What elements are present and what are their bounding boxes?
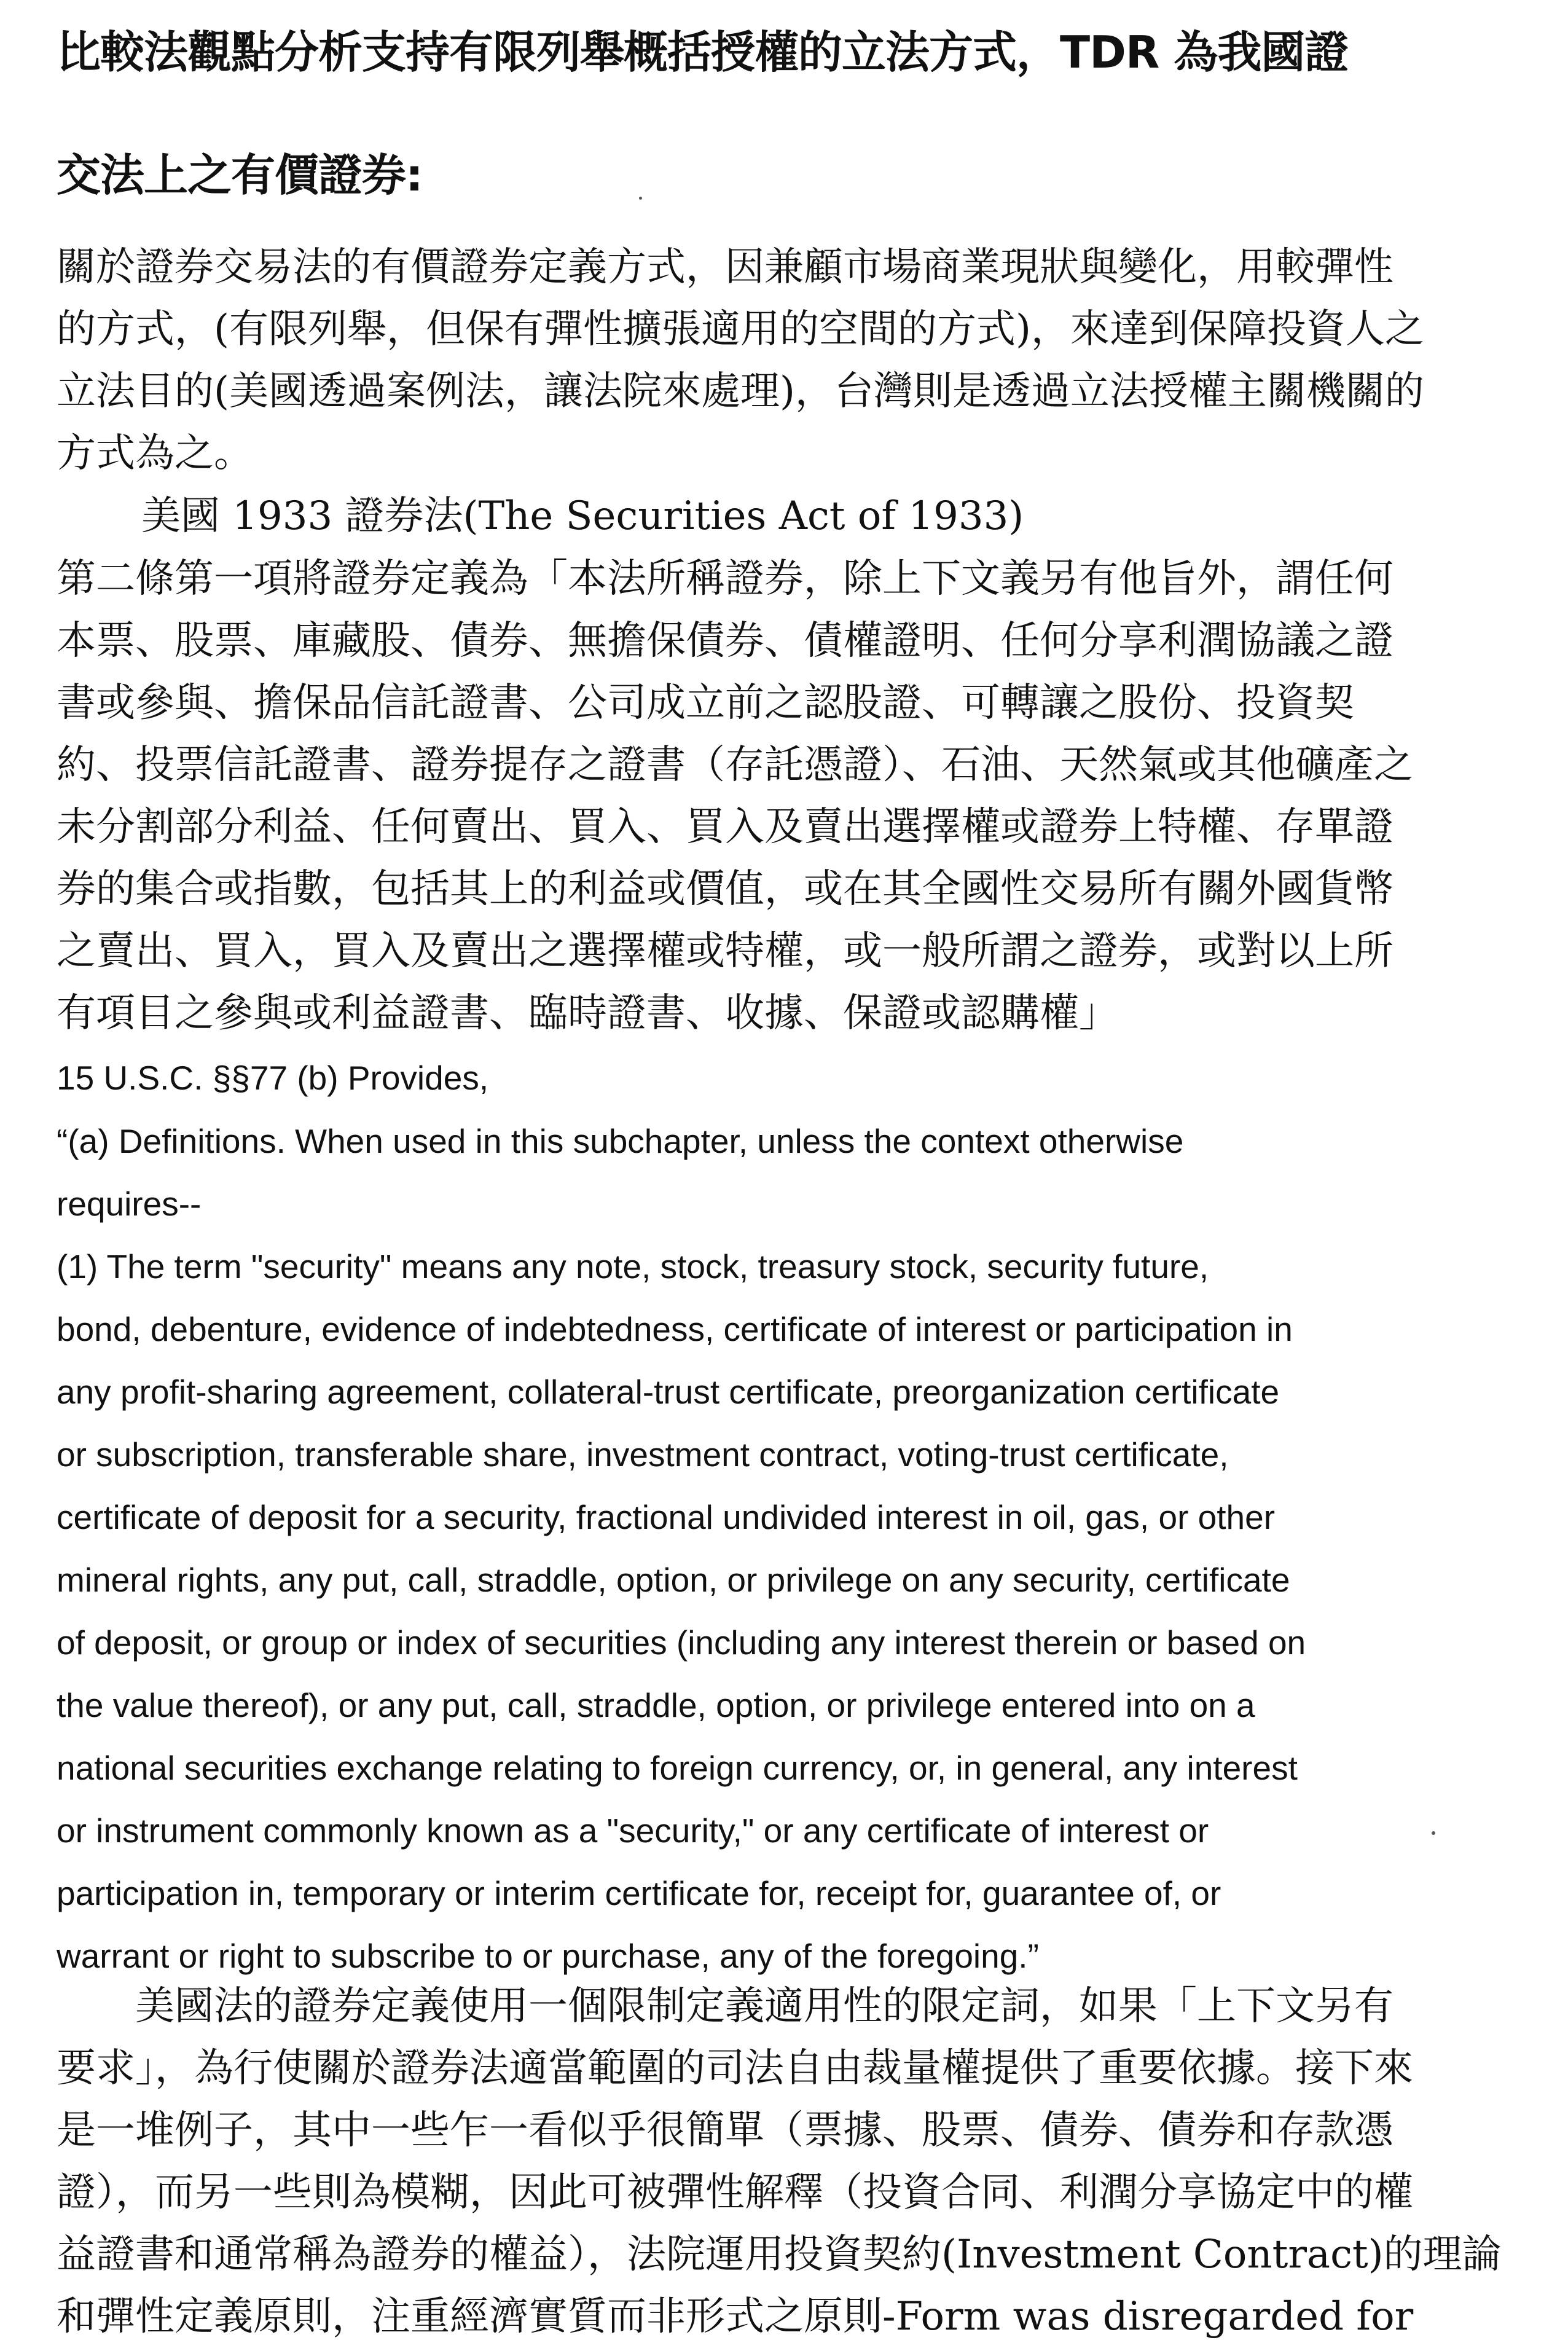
paragraph-line: 書或參與、擔保品信託證書、公司成立前之認股證、可轉讓之股份、投資契 [57,680,1354,726]
scan-speck [1432,1831,1435,1835]
paragraph-line: 第二條第一項將證券定義為「本法所稱證券，除上下文義另有他旨外，謂任何 [57,556,1394,602]
definition-line: bond, debenture, evidence of indebtedness, certificate of interest or participation in [57,1310,1293,1348]
paragraph-line: 是一堆例子，其中一些乍一看似乎很簡單（票據、股票、債券、債券和存款憑 [57,2108,1394,2153]
definition-line: requires-- [57,1185,202,1223]
definition-line: the value thereof), or any put, call, straddle, option, or privilege entered into on a [57,1686,1255,1724]
paragraph-3 [57,1976,1519,2348]
paragraph-line: 美國 1933 證券法(The Securities Act of 1933) [141,493,1024,539]
paragraph-line: 的方式，(有限列舉，但保有彈性擴張適用的空間的方式)，來達到保障投資人之 [57,307,1424,352]
definition-line: certificate of deposit for a security, fractional undivided interest in oil, gas, or other [57,1498,1276,1536]
paragraph-line: 未分割部分利益、任何賣出、買入、買入及賣出選擇權或證券上特權、存單證 [57,804,1394,850]
security-term-definition [57,1235,1519,1987]
definition-line: (1) The term "security" means any note, stock, treasury stock, security future, [57,1247,1209,1286]
paragraph-line: 方式為之。 [57,431,253,476]
paragraph-1 [57,237,1519,485]
definitions-intro [57,1110,1519,1235]
paragraph-line: 本票、股票、庫藏股、債券、無擔保債券、債權證明、任何分享利潤協議之證 [57,618,1394,664]
heading-line-1: 比較法觀點分析支持有限列舉概括授權的立法方式，TDR 為我國證 [57,26,1349,78]
paragraph-line: 券的集合或指數，包括其上的利益或價值，或在其全國性交易所有關外國貨幣 [57,866,1394,912]
paragraph-line: 要求」，為行使關於證券法適當範圍的司法自由裁量權提供了重要依據。接下來 [57,2046,1413,2091]
definition-line: of deposit, or group or index of securities (including any interest therein or based on [57,1624,1306,1662]
paragraph-line: 益證書和通常稱為證券的權益），法院運用投資契約(Investment Contract)的理論 [57,2232,1502,2277]
heading-line-2: 交法上之有價證券: [57,149,423,201]
paragraph-line: 之賣出、買入，買入及賣出之選擇權或特權，或一般所謂之證券，或對以上所 [57,929,1394,974]
paragraph-line: 立法目的(美國透過案例法，讓法院來處理)，台灣則是透過立法授權主關機關的 [57,369,1424,414]
definition-line: or subscription, transferable share, investment contract, voting-trust certificate, [57,1435,1229,1474]
definition-line: warrant or right to subscribe to or purchase, any of the foregoing.” [57,1937,1039,1975]
scan-speck [639,197,642,200]
paragraph-line: 證），而另一些則為模糊，因此可被彈性解釋（投資合同、利潤分享協定中的權 [57,2170,1413,2215]
paragraph-line: 有項目之參與或利益證書、臨時證書、收據、保證或認購權」 [57,991,1118,1036]
paragraph-line: 和彈性定義原則，注重經濟實質而非形式之原則-Form was disregarded for [57,2294,1414,2339]
paragraph-2 [57,548,1519,1045]
definition-line: or instrument commonly known as a "security," or any certificate of interest or [57,1812,1209,1850]
definition-line: any profit-sharing agreement, collateral-trust certificate, preorganization certificate [57,1373,1280,1411]
definition-line: “(a) Definitions. When used in this subchapter, unless the context otherwise [57,1122,1184,1160]
usc-citation [57,1046,1519,1109]
paragraph-line: 關於證券交易法的有價證券定義方式，因兼顧市場商業現狀與變化，用較彈性 [57,245,1394,290]
paragraph-line: 約、投票信託證書、證券提存之證書（存託憑證）、石油、天然氣或其他礦產之 [57,742,1413,788]
paragraph-line: 美國法的證券定義使用一個限制定義適用性的限定詞，如果「上下文另有 [57,1984,1394,2029]
citation-line: 15 U.S.C. §§77 (b) Provides, [57,1059,489,1097]
definition-line: national securities exchange relating to foreign currency, or, in general, any interest [57,1749,1298,1787]
securities-act-title [141,485,1568,548]
definition-line: participation in, temporary or interim certificate for, receipt for, guarantee of, or [57,1874,1221,1912]
definition-line: mineral rights, any put, call, straddle, option, or privilege on any security, certificate [57,1561,1290,1599]
